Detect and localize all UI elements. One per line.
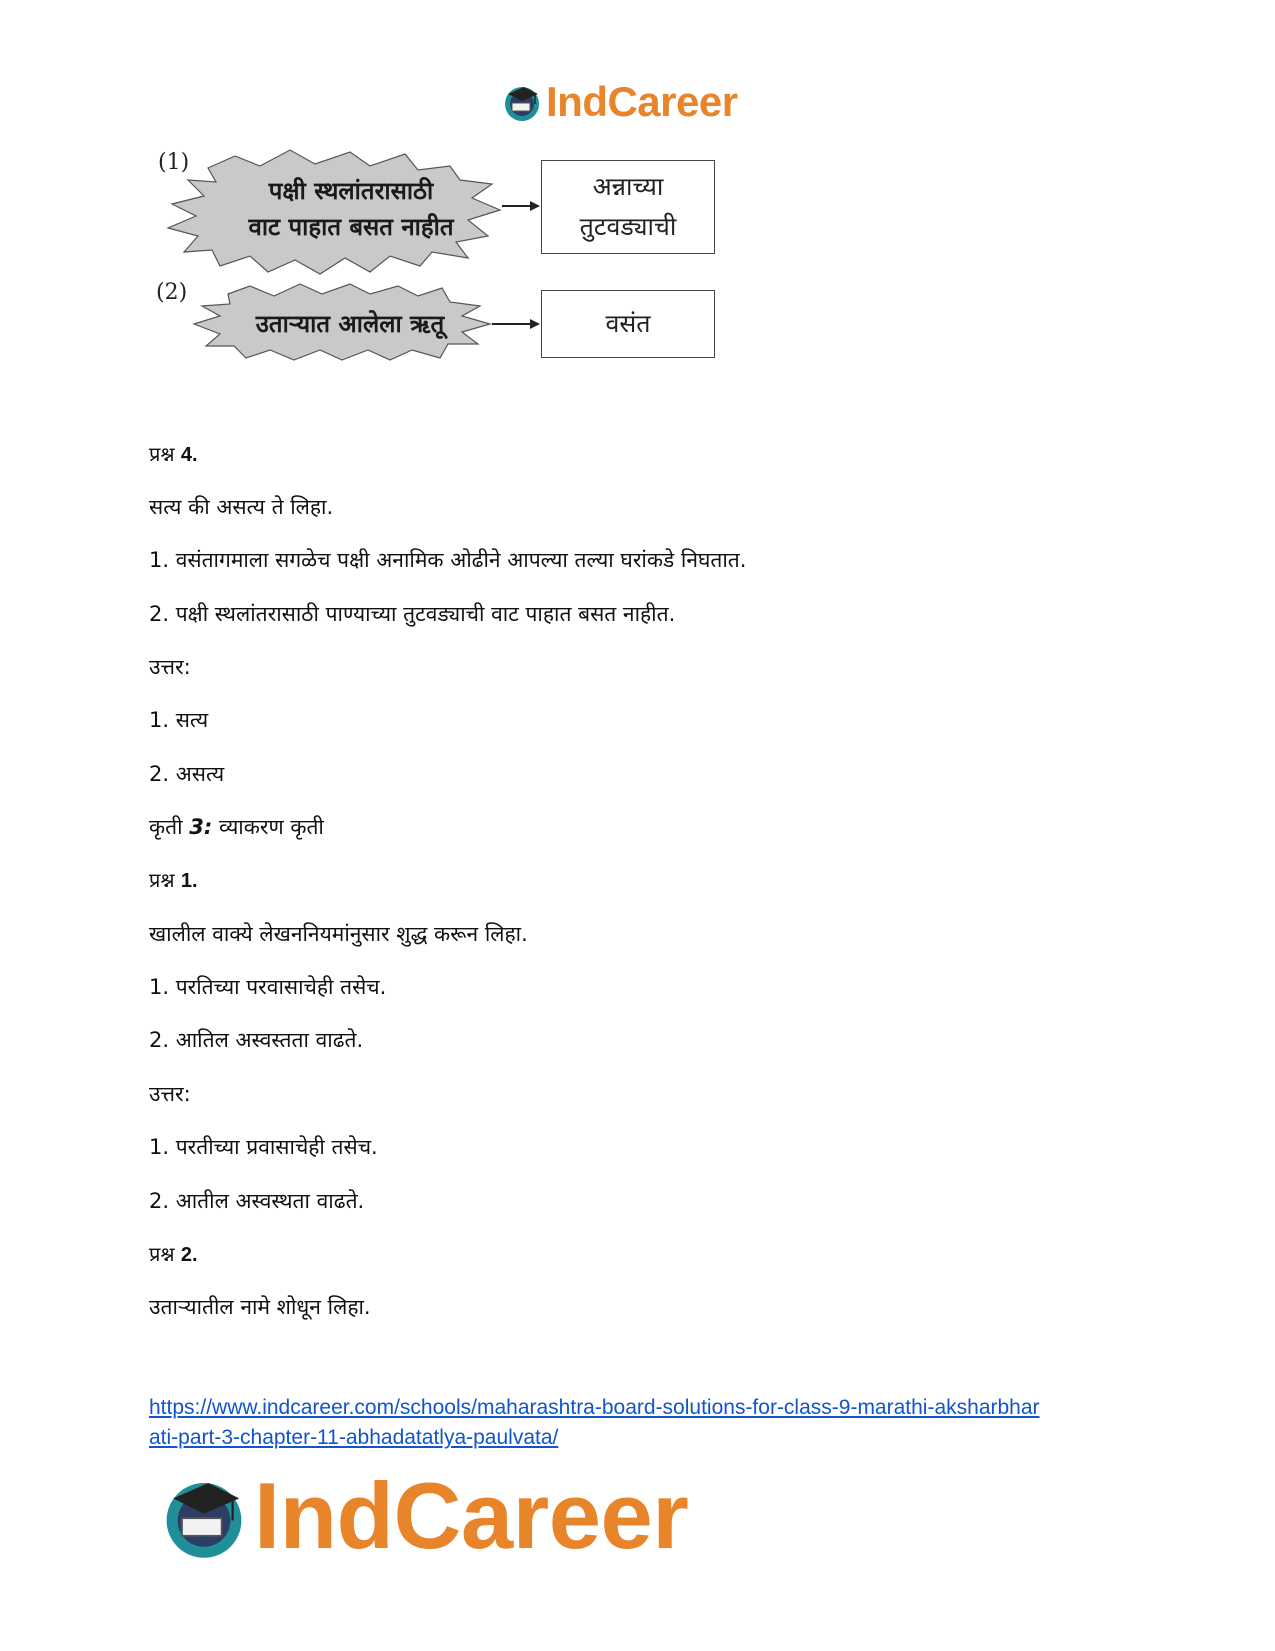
burst-1-line-1: पक्षी स्थलांतरासाठी [268,177,434,205]
kruti-title: व्याकरण कृती [218,815,324,839]
diagram-item-2-number: (2) [156,280,188,305]
box-2-text: वसंत [605,309,651,338]
kruti-3-heading [149,813,324,841]
header-logo[interactable] [502,78,738,126]
graduation-cap-icon [502,82,542,122]
question-1-sentence-1: 1. परतिच्या परवासाचेही तसेच. [149,975,387,999]
question-4-answer-1: 1. सत्य [149,708,209,732]
question-4-answer-2: 2. असत्य [149,762,225,786]
logo-text: IndCareer [546,78,738,125]
box-1-line-1: अन्नाच्या [592,172,664,201]
source-link[interactable] [149,1393,1129,1453]
source-link-line-1[interactable]: https://www.indcareer.com/schools/maharashtra-board-solutions-for-class-9-marathi-aksharbhar [149,1396,1040,1419]
question-2-instruction: उताऱ्यातील नामे शोधून लिहा. [149,1295,371,1319]
answer-diagram [150,148,770,410]
question-1-answer-label: उत्तर: [149,1082,191,1106]
source-link-line-2[interactable]: ati-part-3-chapter-11-abhadatatlya-paulvata/ [149,1426,559,1449]
question-4-answer-label: उत्तर: [149,655,191,679]
question-1-heading [149,866,198,895]
question-1-sentence-2: 2. आतिल अस्वस्तता वाढते. [149,1028,364,1052]
question-4-statement-1: 1. वसंतागमाला सगळेच पक्षी अनामिक ओढीने आपल्या तल्या घरांकडे निघतात. [149,548,747,572]
box-1-line-2: तुटवड्याची [579,212,677,241]
question-4-instruction: सत्य की असत्य ते लिहा. [149,495,334,519]
kruti-label: कृती [149,815,183,839]
diagram-item-1-burst-text [206,173,496,245]
question-label: प्रश्न [149,868,175,892]
question-number: 1. [180,870,198,892]
question-4-heading [149,440,198,469]
diagram-item-1-number: (1) [158,150,190,175]
footer-logo[interactable] [160,1462,688,1570]
graduation-cap-icon [160,1472,248,1560]
question-1-answer-2: 2. आतील अस्वस्थता वाढते. [149,1189,365,1213]
burst-1-line-2: वाट पाहात बसत नाहीत [248,213,454,241]
question-1-instruction: खालील वाक्ये लेखननियमांनुसार शुद्ध करून लिहा. [149,922,528,946]
question-1-answer-1: 1. परतीच्या प्रवासाचेही तसेच. [149,1135,378,1159]
question-2-heading [149,1240,198,1269]
diagram-item-1-answer-box [541,160,715,254]
question-number: 2. [180,1244,198,1266]
question-label: प्रश्न [149,442,175,466]
question-label: प्रश्न [149,1242,175,1266]
question-4-statement-2: 2. पक्षी स्थलांतरासाठी पाण्याच्या तुटवड्याची वाट पाहात बसत नाहीत. [149,602,676,626]
kruti-number: 3: [189,815,213,839]
logo-text: IndCareer [254,1463,689,1568]
question-number: 4. [180,444,198,466]
diagram-item-2-burst-text: उताऱ्यात आलेला ऋतू [255,310,445,338]
diagram-item-2-answer-box [541,290,715,358]
